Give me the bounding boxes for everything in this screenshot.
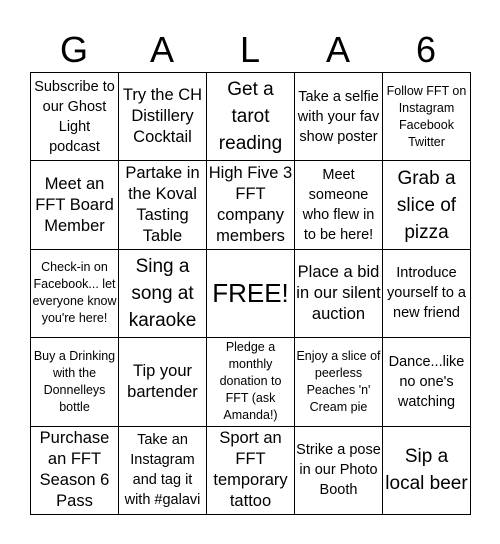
cell-text: Follow FFT on Instagram Facebook Twitter [386, 83, 467, 149]
cell-text: Take a selfie with your fav show poster [297, 88, 380, 145]
cell-text: Meet someone who flew in to be here! [302, 167, 375, 244]
header-letter-5: 6 [415, 29, 437, 70]
cell-text: Sport an FFT temporary tattoo [213, 429, 288, 511]
cell-text: Place a bid in our silent auction [296, 262, 381, 323]
header-letter-2: A [149, 29, 174, 70]
bingo-cell[interactable] [207, 338, 295, 426]
cell-text: Purchase an FFT Season 6 Pass [39, 429, 110, 511]
bingo-cell[interactable] [207, 73, 295, 161]
bingo-cell[interactable] [31, 161, 119, 249]
cell-text: Strike a pose in our Photo Booth [296, 442, 381, 499]
cell-text: Enjoy a slice of peerless Peaches 'n' Cream pie [296, 348, 381, 414]
cell-text: Take an Instagram and tag it with #galavi [124, 432, 201, 509]
cell-text: Check-in on Facebook... let everyone know you're here! [32, 260, 117, 326]
bingo-cell[interactable] [383, 161, 471, 249]
cell-text: Meet an FFT Board Member [35, 174, 114, 235]
bingo-cell[interactable] [383, 250, 471, 338]
cell-text: Partake in the Koval Tasting Table [125, 164, 200, 246]
cell-text: Sip a local beer [385, 446, 468, 495]
cell-text: Tip your bartender [127, 361, 198, 401]
cell-text: High Five 3 FFT company members [208, 164, 293, 246]
cell-text: Subscribe to our Ghost Light podcast [34, 78, 115, 155]
bingo-cell[interactable] [295, 250, 383, 338]
bingo-header [30, 28, 470, 72]
cell-text: Introduce yourself to a new friend [387, 265, 466, 322]
bingo-cell[interactable] [207, 427, 295, 515]
bingo-cell[interactable] [119, 338, 207, 426]
bingo-cell[interactable] [295, 427, 383, 515]
bingo-cell[interactable] [295, 338, 383, 426]
bingo-cell[interactable] [383, 427, 471, 515]
cell-text: Dance...like no one's watching [388, 353, 465, 410]
bingo-cell[interactable] [31, 73, 119, 161]
bingo-cell[interactable] [31, 427, 119, 515]
cell-text: Pledge a monthly donation to FFT (ask Amanda!) [219, 340, 282, 423]
bingo-cell[interactable] [295, 161, 383, 249]
cell-text: FREE! [212, 278, 289, 309]
header-letter-4: A [325, 29, 350, 70]
cell-text: Grab a slice of pizza [396, 167, 457, 243]
bingo-cell[interactable] [119, 427, 207, 515]
bingo-cell[interactable] [119, 73, 207, 161]
bingo-cell[interactable] [207, 161, 295, 249]
bingo-cell[interactable] [119, 250, 207, 338]
cell-text: Buy a Drinking with the Donnelleys bottle [33, 348, 116, 414]
bingo-cell[interactable] [383, 338, 471, 426]
bingo-grid [30, 72, 471, 515]
free-space[interactable] [207, 250, 295, 338]
header-letter-3: L [239, 29, 261, 70]
bingo-cell[interactable] [31, 338, 119, 426]
bingo-cell[interactable] [31, 250, 119, 338]
cell-text: Try the CH Distillery Cocktail [122, 86, 203, 147]
bingo-cell[interactable] [383, 73, 471, 161]
cell-text: Get a tarot reading [218, 79, 283, 155]
bingo-cell[interactable] [119, 161, 207, 249]
cell-text: Sing a song at karaoke [128, 255, 197, 331]
bingo-cell[interactable] [295, 73, 383, 161]
header-letter-1: G [59, 29, 88, 70]
